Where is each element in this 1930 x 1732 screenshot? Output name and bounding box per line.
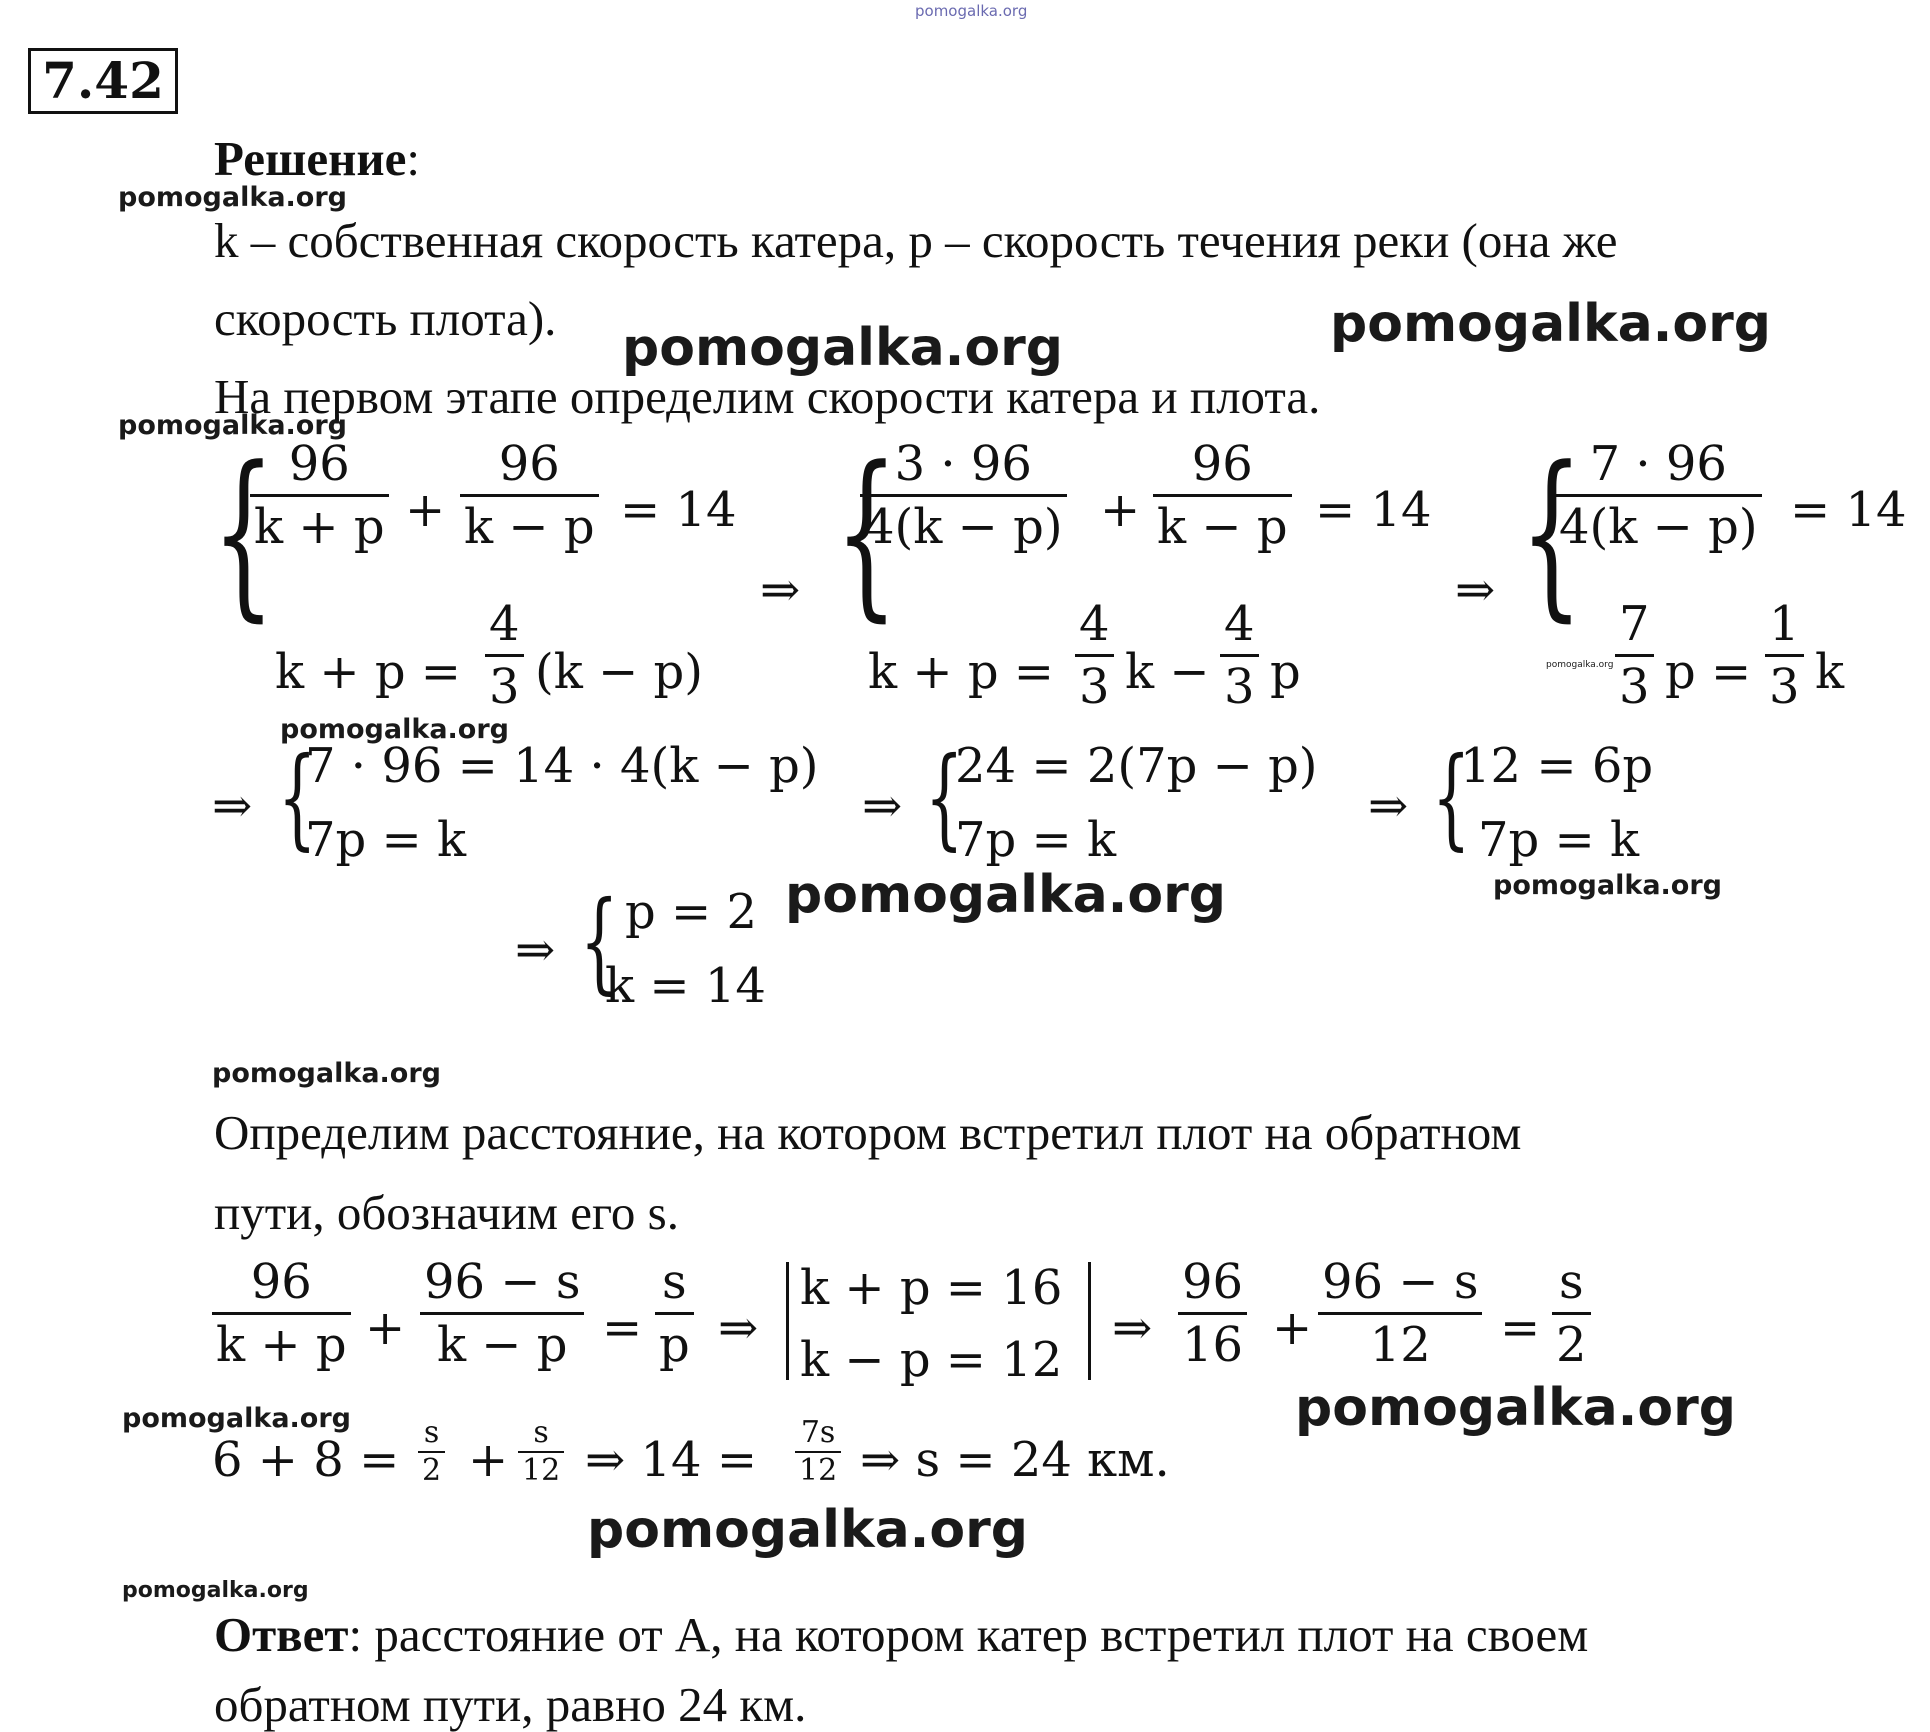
left-brace: { [580, 877, 619, 1005]
plus-sign: + [365, 1300, 406, 1356]
fraction: $\frac{96}{k + p}$ [212, 1258, 351, 1369]
watermark: pomogalka.org [122, 1578, 309, 1603]
final-eq-mid: ⇒ 14 = [585, 1432, 758, 1488]
fraction: $\frac{s}{12}$ [518, 1418, 564, 1486]
fraction: $\frac{s}{2}$ [418, 1418, 445, 1486]
left-brace: { [212, 429, 275, 638]
distance-line-1: Определим расстояние, на котором встретил плот на обратном [214, 1105, 1522, 1160]
fraction: $\frac{3 \cdot 96}{4(k - p)}$ [860, 440, 1067, 551]
watermark: pomogalka.org [118, 410, 347, 441]
system-row: p = [1665, 644, 1752, 700]
left-brace: { [835, 429, 898, 638]
system-row: k + p = [868, 644, 1055, 700]
solution-heading [214, 131, 420, 186]
implies-arrow: ⇒ [1368, 778, 1409, 834]
system-row: 7 · 96 = 14 · 4(k − p) [305, 738, 819, 794]
abs-row: k + p = 16 [800, 1260, 1063, 1316]
implies-arrow: ⇒ [718, 1300, 759, 1356]
left-brace: { [925, 733, 964, 861]
answer-line-2: обратном пути, равно 24 км. [214, 1677, 807, 1732]
system-row: (k − p) [535, 644, 703, 700]
abs-row: k − p = 12 [800, 1332, 1063, 1388]
system-row: k − [1125, 644, 1210, 700]
equals-14: = 14 [1315, 482, 1432, 538]
system-row: p = 2 [625, 884, 757, 940]
fraction: $\frac{4}{3}$ [485, 600, 524, 711]
task-number-box: 7.42 [28, 48, 178, 114]
watermark-top: pomogalka.org [915, 2, 1028, 20]
equals-sign: = [602, 1300, 643, 1356]
fraction: $\frac{96}{k - p}$ [460, 440, 599, 551]
fraction: $\frac{7}{3}$ [1615, 600, 1654, 711]
equals-sign: = [1500, 1300, 1541, 1356]
implies-arrow: ⇒ [760, 562, 801, 618]
intro-line-2: скорость плота). [214, 291, 557, 346]
fraction: $\frac{4}{3}$ [1220, 600, 1259, 711]
fraction: $\frac{96 - s}{k - p}$ [420, 1258, 584, 1369]
system-row: 7p = k [1478, 812, 1640, 868]
fraction: $\frac{7s}{12}$ [795, 1418, 841, 1486]
watermark: pomogalka.org [118, 182, 347, 213]
fraction: $\frac{96}{k - p}$ [1153, 440, 1292, 551]
equals-14: = 14 [1790, 482, 1907, 538]
implies-arrow: ⇒ [1112, 1300, 1153, 1356]
watermark: pomogalka.org [122, 1403, 351, 1434]
final-eq-right: ⇒ s = 24 км. [860, 1432, 1170, 1488]
watermark: pomogalka.org [785, 865, 1227, 925]
answer-label: Ответ [214, 1607, 349, 1662]
left-brace: { [1520, 429, 1583, 638]
fraction: $\frac{s}{2}$ [1552, 1258, 1591, 1369]
plus-sign: + [405, 482, 446, 538]
watermark: pomogalka.org [1493, 870, 1722, 901]
watermark: pomogalka.org [280, 714, 509, 745]
system-row: p [1270, 644, 1301, 700]
system-row: 7p = k [955, 812, 1117, 868]
left-brace: { [278, 733, 317, 861]
fraction: $\frac{96}{16}$ [1178, 1258, 1247, 1369]
system-row: 7p = k [305, 812, 467, 868]
implies-arrow: ⇒ [212, 778, 253, 834]
fraction: $\frac{7 \cdot 96}{4(k - p)}$ [1555, 440, 1762, 551]
plus-sign: + [1100, 482, 1141, 538]
fraction: $\frac{s}{p}$ [655, 1258, 694, 1369]
watermark: pomogalka.org [1295, 1378, 1737, 1438]
fraction: $\frac{96 - s}{12}$ [1318, 1258, 1482, 1369]
watermark: pomogalka.org [622, 318, 1064, 378]
distance-line-2: пути, обозначим его s. [214, 1185, 679, 1240]
fraction: $\frac{1}{3}$ [1765, 600, 1804, 711]
watermark: pomogalka.org [587, 1500, 1029, 1560]
watermark: pomogalka.org [1546, 660, 1614, 670]
left-brace: { [1432, 733, 1471, 861]
abs-bar-left [786, 1262, 789, 1380]
plus-sign: + [468, 1432, 509, 1488]
system-row: k [1815, 644, 1845, 700]
stage1-text: На первом этапе определим скорости катера и плота. [214, 369, 1321, 424]
implies-arrow: ⇒ [1455, 562, 1496, 618]
intro-line-1: k – собственная скорость катера, p – скорость течения реки (она же [214, 213, 1618, 268]
system-row: 12 = 6p [1460, 738, 1654, 794]
system-row: k + p = [275, 644, 462, 700]
colon: : [406, 131, 420, 186]
system-row: 24 = 2(7p − p) [955, 738, 1318, 794]
answer-text: : расстояние от А, на котором катер встретил плот на своем [348, 1607, 1589, 1662]
answer-line-1 [214, 1607, 1589, 1662]
fraction: $\frac{4}{3}$ [1075, 600, 1114, 711]
implies-arrow: ⇒ [515, 922, 556, 978]
abs-bar-right [1088, 1262, 1091, 1380]
watermark: pomogalka.org [1330, 294, 1772, 354]
watermark: pomogalka.org [212, 1058, 441, 1089]
fraction: $\frac{96}{k + p}$ [250, 440, 389, 551]
equals-14: = 14 [620, 482, 737, 538]
implies-arrow: ⇒ [862, 778, 903, 834]
final-eq-left: 6 + 8 = [212, 1432, 400, 1488]
system-row: k = 14 [605, 958, 766, 1014]
plus-sign: + [1272, 1300, 1313, 1356]
solution-label: Решение [214, 131, 407, 186]
